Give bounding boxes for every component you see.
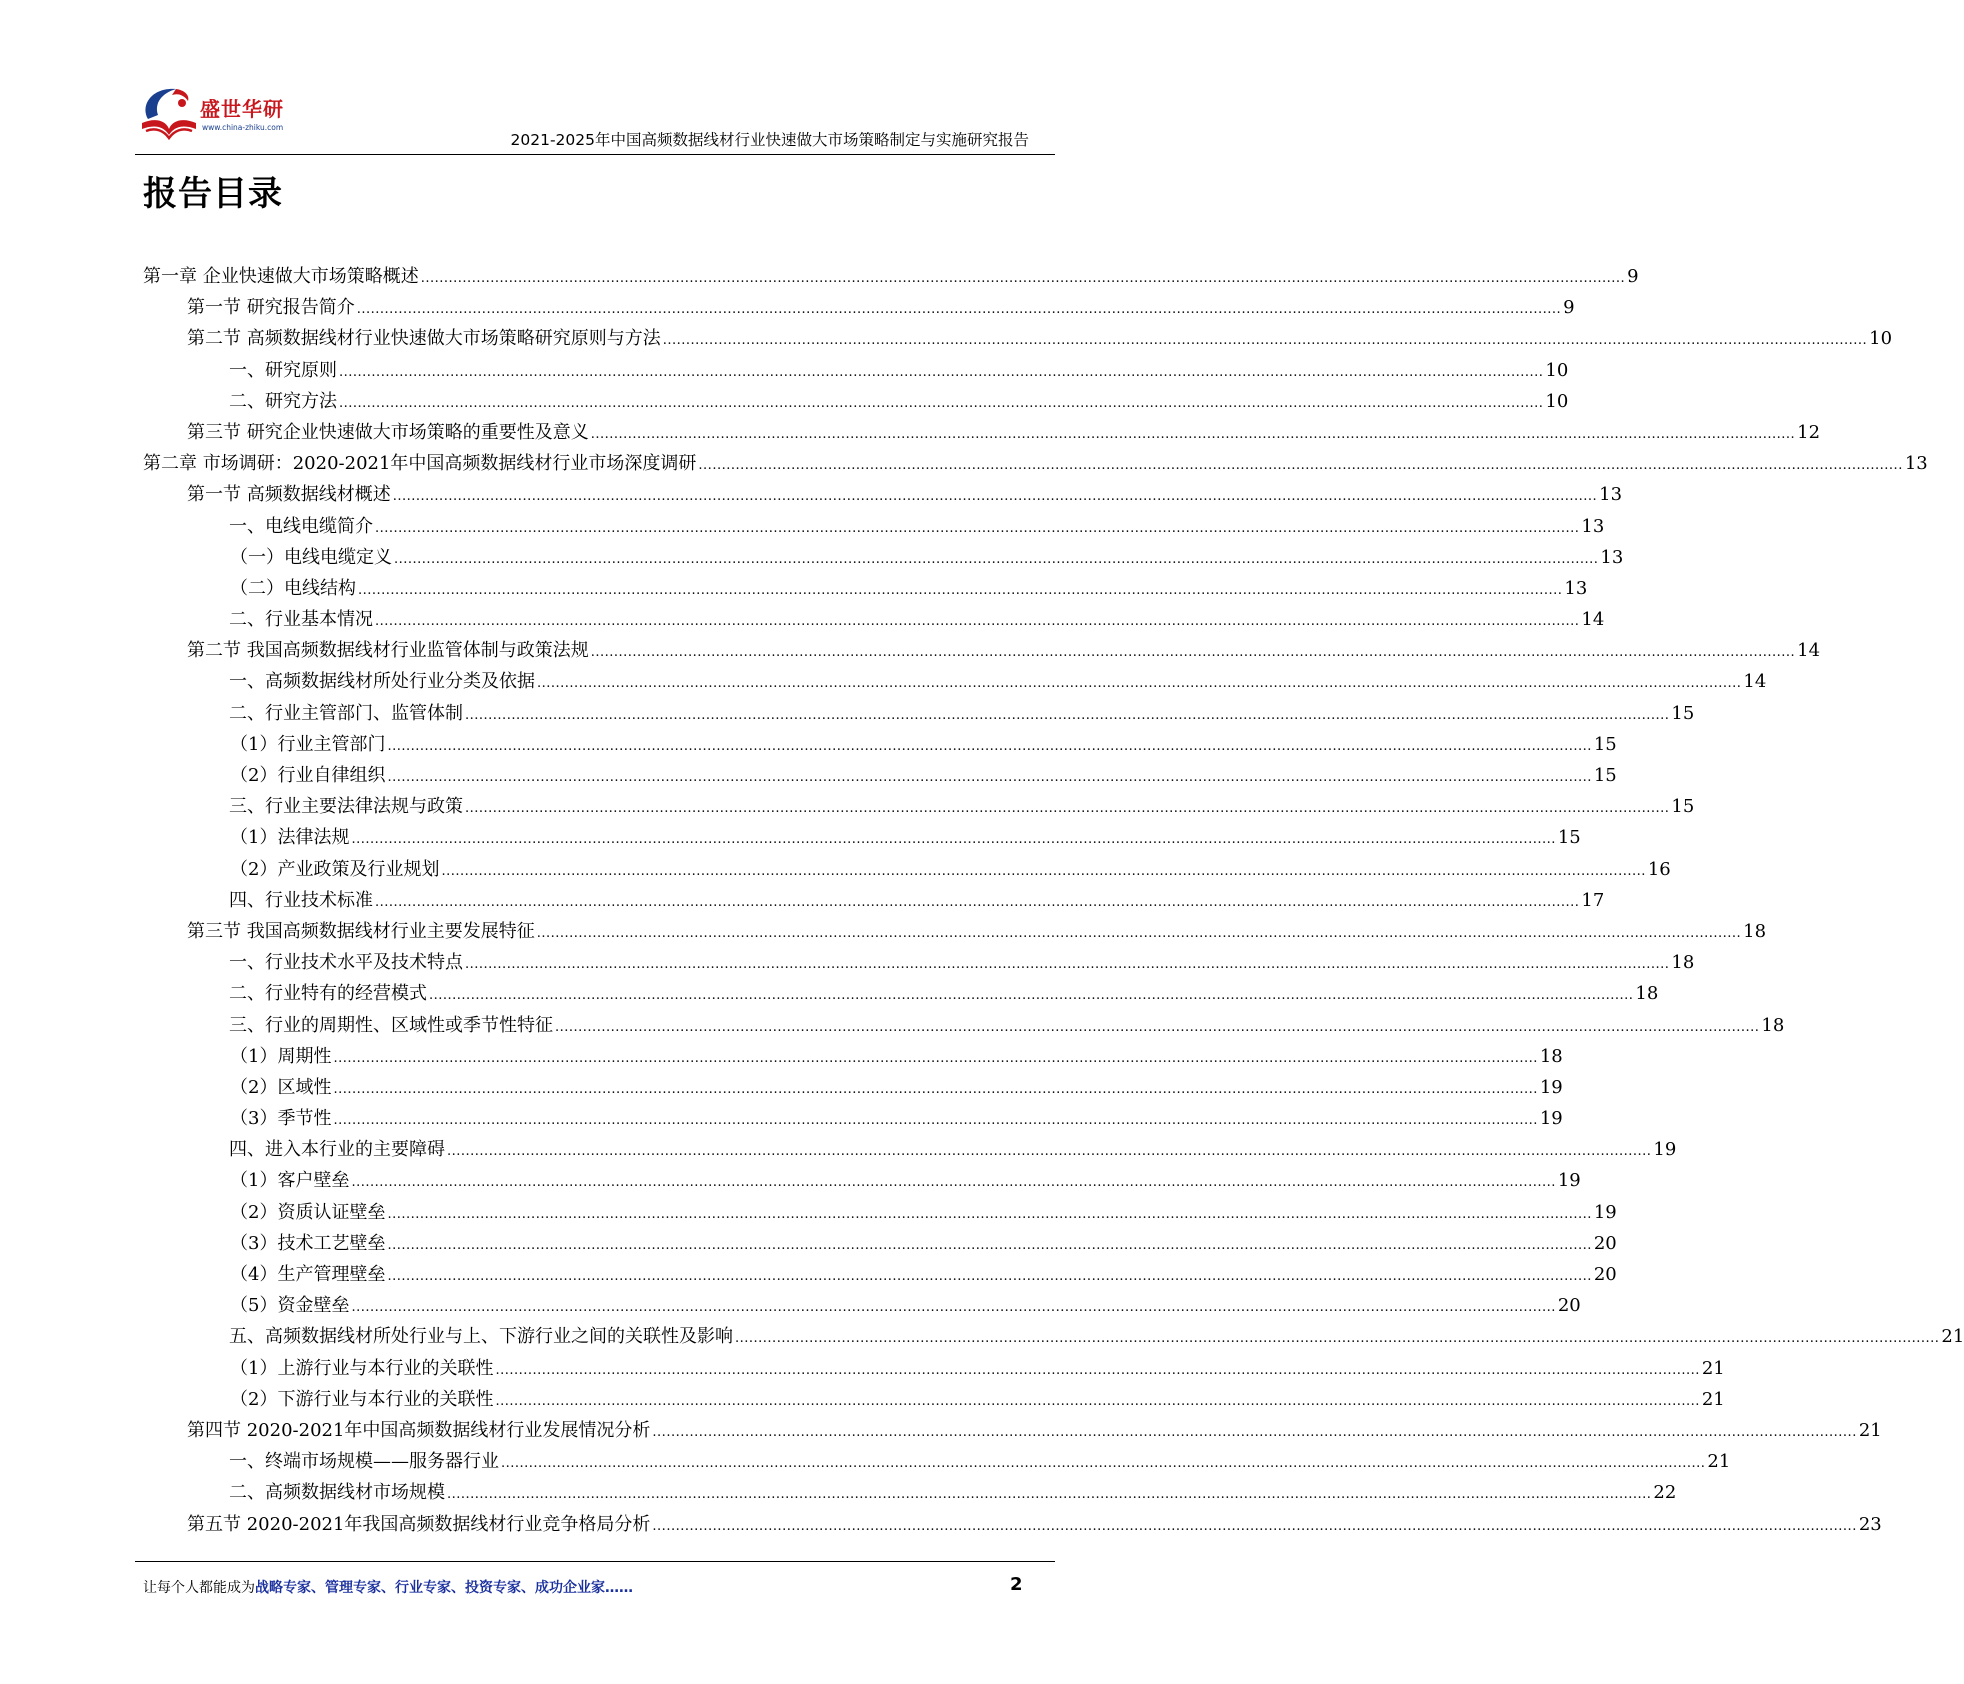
table-of-contents xyxy=(143,262,1964,1541)
toc-entry[interactable] xyxy=(143,1260,1617,1291)
toc-dot-leader: .................................................................................................................................................................................................................................................................... xyxy=(375,894,1580,910)
page-title: 报告目录 xyxy=(143,174,283,214)
toc-entry[interactable] xyxy=(143,1478,1677,1509)
toc-dot-leader: .................................................................................................................................................................................................................................................................... xyxy=(387,1269,1592,1284)
toc-entry[interactable] xyxy=(143,1198,1617,1229)
toc-entry[interactable] xyxy=(143,667,1767,698)
toc-entry-page: 15 xyxy=(1593,733,1617,755)
toc-entry-page: 21 xyxy=(1707,1451,1731,1473)
toc-dot-leader: .................................................................................................................................................................................................................................................................... xyxy=(495,1362,1700,1378)
page-number: 2 xyxy=(1010,1574,1023,1595)
toc-dot-leader: .................................................................................................................................................................................................................................................................... xyxy=(387,770,1592,785)
toc-dot-leader: .................................................................................................................................................................................................................................................................... xyxy=(387,738,1592,754)
toc-entry-page: 9 xyxy=(1563,297,1575,319)
toc-entry[interactable] xyxy=(143,512,1605,543)
toc-entry-page: 14 xyxy=(1581,609,1605,631)
toc-entry-title: 第一章 企业快速做大市场策略概述 xyxy=(143,266,419,287)
toc-entry[interactable] xyxy=(143,1322,1964,1353)
toc-entry[interactable] xyxy=(143,574,1588,605)
toc-dot-leader: .................................................................................................................................................................................................................................................................... xyxy=(447,1487,1652,1503)
toc-entry-title: 第二节 我国高频数据线材行业监管体制与政策法规 xyxy=(187,640,589,662)
toc-dot-leader: .................................................................................................................................................................................................................................................................... xyxy=(375,614,1580,630)
toc-entry[interactable] xyxy=(143,948,1695,979)
toc-dot-leader: .................................................................................................................................................................................................................................................................... xyxy=(495,1393,1700,1409)
toc-dot-leader: .................................................................................................................................................................................................................................................................... xyxy=(358,582,1563,598)
toc-dot-leader: .................................................................................................................................................................................................................................................................... xyxy=(447,1144,1652,1160)
toc-entry-page: 18 xyxy=(1671,952,1695,974)
toc-dot-leader: .................................................................................................................................................................................................................................................................... xyxy=(351,832,1556,848)
toc-dot-leader: .................................................................................................................................................................................................................................................................... xyxy=(652,1518,1857,1534)
toc-entry-title: （3）季节性 xyxy=(230,1108,332,1130)
toc-entry[interactable] xyxy=(143,979,1659,1010)
toc-entry-title: 第三节 我国高频数据线材行业主要发展特征 xyxy=(187,920,535,942)
toc-dot-leader: .................................................................................................................................................................................................................................................................... xyxy=(441,863,1646,879)
toc-entry-page: 15 xyxy=(1671,796,1695,818)
toc-entry-title: （2）区域性 xyxy=(230,1076,332,1098)
toc-entry[interactable] xyxy=(143,730,1617,761)
toc-entry-page: 20 xyxy=(1557,1295,1581,1317)
toc-entry-page: 10 xyxy=(1545,359,1569,381)
toc-dot-leader: .................................................................................................................................................................................................................................................................... xyxy=(333,1050,1538,1066)
toc-dot-leader: .................................................................................................................................................................................................................................................................... xyxy=(420,271,1626,286)
toc-dot-leader: .................................................................................................................................................................................................................................................................... xyxy=(698,458,1903,474)
toc-entry[interactable] xyxy=(143,636,1821,667)
toc-entry[interactable] xyxy=(143,1166,1581,1197)
toc-entry[interactable] xyxy=(143,823,1581,854)
document-title: 2021-2025年中国高频数据线材行业快速做大市场策略制定与实施研究报告 xyxy=(510,131,1029,149)
toc-entry[interactable] xyxy=(143,1510,1882,1541)
toc-dot-leader: .................................................................................................................................................................................................................................................................... xyxy=(333,1113,1538,1129)
toc-entry[interactable] xyxy=(143,1011,1785,1042)
toc-entry-title: （2）行业自律组织 xyxy=(230,765,386,786)
toc-entry-title: 三、行业的周期性、区域性或季节性特征 xyxy=(229,1014,553,1036)
toc-dot-leader: .................................................................................................................................................................................................................................................................... xyxy=(662,333,1868,349)
toc-entry-title: 二、行业基本情况 xyxy=(229,609,373,631)
toc-entry-title: （2）产业政策及行业规划 xyxy=(230,858,440,880)
toc-dot-leader: .................................................................................................................................................................................................................................................................... xyxy=(387,1237,1592,1253)
toc-entry-title: （1）法律法规 xyxy=(230,827,350,849)
toc-entry-title: 第一节 高频数据线材概述 xyxy=(187,484,391,506)
toc-entry-page: 9 xyxy=(1627,266,1639,287)
toc-entry-page: 18 xyxy=(1635,983,1659,1005)
toc-entry-title: 二、高频数据线材市场规模 xyxy=(229,1482,445,1504)
toc-entry[interactable] xyxy=(143,324,1893,355)
toc-entry-page: 21 xyxy=(1701,1357,1725,1379)
toc-entry-title: 第二章 市场调研：2020-2021年中国高频数据线材行业市场深度调研 xyxy=(143,453,697,475)
footer-slogan xyxy=(143,1577,633,1597)
toc-entry-page: 17 xyxy=(1581,889,1605,911)
toc-entry-page: 18 xyxy=(1539,1045,1563,1067)
toc-entry-page: 10 xyxy=(1545,390,1569,412)
toc-entry-page: 21 xyxy=(1701,1388,1725,1410)
toc-entry-page: 19 xyxy=(1539,1108,1563,1130)
toc-entry-page: 21 xyxy=(1941,1326,1964,1348)
toc-entry-title: （2）下游行业与本行业的关联性 xyxy=(230,1388,494,1410)
toc-entry-title: 五、高频数据线材所处行业与上、下游行业之间的关联性及影响 xyxy=(229,1326,733,1348)
toc-dot-leader: .................................................................................................................................................................................................................................................................... xyxy=(333,1081,1538,1097)
toc-entry-title: （1）客户壁垒 xyxy=(230,1170,350,1192)
toc-entry[interactable] xyxy=(143,356,1569,387)
toc-entry-page: 15 xyxy=(1557,827,1581,849)
toc-entry[interactable] xyxy=(143,1135,1677,1166)
toc-entry-page: 19 xyxy=(1653,1139,1677,1161)
toc-dot-leader: .................................................................................................................................................................................................................................................................... xyxy=(387,1206,1592,1222)
toc-entry-page: 19 xyxy=(1557,1170,1581,1192)
page-header xyxy=(0,0,1191,160)
toc-entry-title: 第一节 研究报告简介 xyxy=(187,297,355,319)
toc-entry[interactable] xyxy=(143,855,1671,886)
toc-entry[interactable] xyxy=(143,1073,1563,1104)
toc-entry-page: 13 xyxy=(1904,453,1928,475)
toc-entry[interactable] xyxy=(143,917,1767,948)
toc-entry[interactable] xyxy=(143,387,1569,418)
toc-entry[interactable] xyxy=(143,605,1605,636)
toc-entry-page: 19 xyxy=(1593,1201,1617,1223)
footer-divider xyxy=(135,1561,1055,1562)
toc-entry-page: 13 xyxy=(1564,577,1588,599)
toc-entry-title: （5）资金壁垒 xyxy=(230,1295,350,1317)
toc-dot-leader: .................................................................................................................................................................................................................................................................... xyxy=(590,426,1796,442)
toc-entry[interactable] xyxy=(143,418,1821,449)
toc-dot-leader: .................................................................................................................................................................................................................................................................... xyxy=(537,676,1742,692)
toc-entry-page: 20 xyxy=(1593,1264,1617,1285)
toc-entry-title: （4）生产管理壁垒 xyxy=(230,1264,386,1285)
toc-dot-leader: .................................................................................................................................................................................................................................................................... xyxy=(351,1175,1556,1191)
toc-entry-title: 一、高频数据线材所处行业分类及依据 xyxy=(229,671,535,693)
toc-entry[interactable] xyxy=(143,1416,1882,1447)
toc-entry[interactable] xyxy=(143,699,1695,730)
toc-dot-leader: .................................................................................................................................................................................................................................................................... xyxy=(555,1019,1760,1035)
toc-entry[interactable] xyxy=(143,761,1617,792)
toc-entry-page: 14 xyxy=(1797,640,1821,662)
toc-entry[interactable] xyxy=(143,1385,1725,1416)
toc-entry[interactable] xyxy=(143,1354,1725,1385)
toc-entry-page: 13 xyxy=(1599,484,1623,506)
toc-dot-leader: .................................................................................................................................................................................................................................................................... xyxy=(536,925,1742,941)
toc-entry-title: 一、终端市场规模——服务器行业 xyxy=(229,1451,499,1473)
toc-entry-title: 第五节 2020-2021年我国高频数据线材行业竞争格局分析 xyxy=(187,1513,651,1535)
toc-entry-title: （1）周期性 xyxy=(230,1045,332,1067)
toc-entry-title: （1）上游行业与本行业的关联性 xyxy=(230,1357,494,1379)
toc-entry-title: 第四节 2020-2021年中国高频数据线材行业发展情况分析 xyxy=(187,1419,651,1441)
toc-entry[interactable] xyxy=(143,792,1695,823)
toc-dot-leader: .................................................................................................................................................................................................................................................................... xyxy=(652,1424,1857,1440)
toc-entry-page: 18 xyxy=(1743,920,1767,942)
toc-entry-page: 23 xyxy=(1858,1513,1882,1535)
toc-entry-title: （3）技术工艺壁垒 xyxy=(230,1232,386,1254)
toc-entry-page: 10 xyxy=(1869,328,1893,350)
toc-dot-leader: .................................................................................................................................................................................................................................................................... xyxy=(375,520,1580,536)
company-logo xyxy=(138,83,308,145)
toc-entry-title: 三、行业主要法律法规与政策 xyxy=(229,796,463,818)
toc-dot-leader: .................................................................................................................................................................................................................................................................... xyxy=(351,1300,1556,1316)
toc-entry-page: 15 xyxy=(1593,765,1617,786)
toc-entry[interactable] xyxy=(143,1291,1581,1322)
toc-entry-page: 19 xyxy=(1539,1076,1563,1098)
toc-entry-title: 二、研究方法 xyxy=(229,390,337,412)
toc-entry[interactable] xyxy=(143,1104,1563,1135)
slogan-highlight: 战略专家、管理专家、行业专家、投资专家、成功企业家…… xyxy=(255,1580,633,1596)
toc-dot-leader: .................................................................................................................................................................................................................................................................... xyxy=(735,1331,1940,1347)
toc-entry[interactable] xyxy=(143,886,1605,917)
toc-dot-leader: .................................................................................................................................................................................................................................................................... xyxy=(501,1456,1706,1472)
toc-entry-page: 12 xyxy=(1797,421,1821,443)
toc-entry-title: 二、行业特有的经营模式 xyxy=(229,983,427,1005)
toc-entry-title: 四、行业技术标准 xyxy=(229,889,373,911)
toc-dot-leader: .................................................................................................................................................................................................................................................................... xyxy=(465,957,1670,973)
toc-entry-title: 四、进入本行业的主要障碍 xyxy=(229,1139,445,1161)
logo-url: www.china-zhiku.com xyxy=(202,123,284,132)
toc-entry-page: 20 xyxy=(1593,1232,1617,1254)
toc-dot-leader: .................................................................................................................................................................................................................................................................... xyxy=(392,489,1598,505)
toc-entry-title: （二）电线结构 xyxy=(230,577,356,599)
toc-entry-page: 21 xyxy=(1858,1419,1882,1441)
toc-entry[interactable] xyxy=(143,262,1639,293)
toc-dot-leader: .................................................................................................................................................................................................................................................................... xyxy=(356,302,1562,318)
toc-dot-leader: .................................................................................................................................................................................................................................................................... xyxy=(394,551,1599,567)
toc-entry-page: 15 xyxy=(1671,702,1695,724)
toc-entry-title: 一、研究原则 xyxy=(229,359,337,381)
toc-entry-title: 第二节 高频数据线材行业快速做大市场策略研究原则与方法 xyxy=(187,328,661,350)
logo-name: 盛世华研 xyxy=(200,97,284,121)
toc-entry-page: 16 xyxy=(1647,858,1671,880)
toc-entry[interactable] xyxy=(143,293,1575,324)
toc-entry[interactable] xyxy=(143,1447,1731,1478)
slogan-prefix: 让每个人都能成为 xyxy=(143,1580,255,1596)
toc-dot-leader: .................................................................................................................................................................................................................................................................... xyxy=(339,395,1544,411)
toc-dot-leader: .................................................................................................................................................................................................................................................................... xyxy=(590,645,1796,661)
toc-entry-page: 22 xyxy=(1653,1482,1677,1504)
toc-entry[interactable] xyxy=(143,543,1624,574)
toc-entry-title: 第三节 研究企业快速做大市场策略的重要性及意义 xyxy=(187,421,589,443)
toc-entry-title: （1）行业主管部门 xyxy=(230,733,386,755)
toc-dot-leader: .................................................................................................................................................................................................................................................................... xyxy=(465,707,1670,723)
toc-entry-page: 14 xyxy=(1743,671,1767,693)
header-divider xyxy=(135,154,1055,155)
toc-dot-leader: .................................................................................................................................................................................................................................................................... xyxy=(339,364,1544,380)
toc-entry-title: 一、行业技术水平及技术特点 xyxy=(229,952,463,974)
toc-entry[interactable] xyxy=(143,1042,1563,1073)
toc-entry-page: 13 xyxy=(1581,515,1605,537)
toc-entry[interactable] xyxy=(143,449,1928,480)
toc-entry-title: 一、电线电缆简介 xyxy=(229,515,373,537)
toc-entry-title: （一）电线电缆定义 xyxy=(230,546,392,568)
toc-dot-leader: .................................................................................................................................................................................................................................................................... xyxy=(465,801,1670,817)
toc-entry[interactable] xyxy=(143,480,1623,511)
toc-entry-title: （2）资质认证壁垒 xyxy=(230,1201,386,1223)
toc-entry-page: 13 xyxy=(1600,546,1624,568)
toc-entry[interactable] xyxy=(143,1229,1617,1260)
toc-entry-page: 18 xyxy=(1761,1014,1785,1036)
toc-entry-title: 二、行业主管部门、监管体制 xyxy=(229,702,463,724)
toc-dot-leader: .................................................................................................................................................................................................................................................................... xyxy=(429,988,1634,1004)
logo-emblem-icon xyxy=(138,83,200,143)
